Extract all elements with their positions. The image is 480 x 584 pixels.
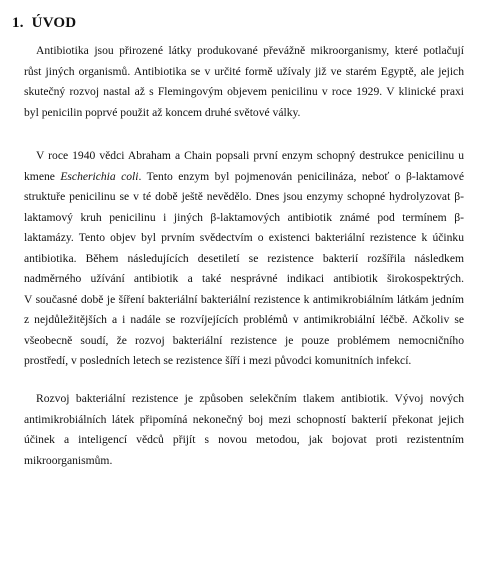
paragraph-conclusion <box>24 389 464 471</box>
section-number: 1. <box>12 15 24 31</box>
paragraph-line: nadměrného užívání antibiotik a také nesprávné indikaci antibiotik širokospektrých. <box>24 272 464 285</box>
paragraph-line: Antibiotika jsou přirozené látky produkované převážně mikroorganismy, které potlačují <box>36 44 464 57</box>
paragraph-line: byl penicilin poprvé použit až koncem druhé světové války. <box>24 105 301 119</box>
paragraph-line: V současné době je šíření bakteriální bakteriální rezistence k antimikrobiálním látkám jedním <box>24 292 464 306</box>
paragraph-line: laktamový kruh penicilinu i jiných β-laktamových antibiotik známé pod termínem β- <box>24 210 464 224</box>
paragraph-line: V roce 1940 vědci Abraham a Chain popsali první enzym schopný destrukce penicilinu u <box>36 149 464 162</box>
section-heading <box>12 15 76 32</box>
text-run: . Tento enzym byl pojmenován penicilináza, neboť o β-laktamové <box>138 169 464 183</box>
paragraph-line: z nejdůležitějších a i nadále se rozvíjejících problémů v antimikrobiální léčbě. Ačkoliv se <box>24 313 464 326</box>
paragraph-line: struktuře penicilinu se v té době ještě nevědělo. Dnes jsou enzymy schopné hydrolyzovat β- <box>24 190 464 203</box>
paragraph-line: růst jiných organismů. Antibiotika se v určité formě užívaly již ve starém Egyptě, ale jejich <box>24 64 464 78</box>
paragraph-line: všeobecně soudí, že rozvoj bakteriální rezistence je pouze problémem nemocničního <box>24 333 464 347</box>
section-title: ÚVOD <box>31 15 77 31</box>
paragraph-line: laktamázy. Tento objev byl prvním svědectvím o existenci bakteriální rezistence k účinku <box>24 231 464 244</box>
paragraph-history <box>24 146 464 372</box>
paragraph-line: prostředí, v posledních letech se rezistence šíří i mezi původci komunitních infekcí. <box>24 354 412 367</box>
paragraph-line: Rozvoj bakteriální rezistence je způsoben selekčním tlakem antibiotik. Vývoj nových <box>36 392 464 405</box>
species-name: Escherichia coli <box>60 169 139 183</box>
paragraph-intro <box>24 41 464 123</box>
text-run: kmene <box>24 169 61 183</box>
paragraph-line: skutečný rozvoj nastal až s Flemingovým objevem penicilinu v roce 1929. V klinické praxi <box>24 85 464 98</box>
paragraph-line: účinek a inteligencí vědců přijít s novou metodou, jak bojovat proti rezistentním <box>24 433 464 446</box>
paragraph-line <box>24 167 464 188</box>
paragraph-line: antimikrobiálních látek připomíná nekonečný boj mezi schopností bakterií překonat jejich <box>24 412 464 426</box>
paragraph-line: antibiotika. Během následujících desetiletí se rezistence bakterií rozšířila následkem <box>24 251 464 265</box>
paragraph-line: mikroorganismům. <box>24 453 113 467</box>
